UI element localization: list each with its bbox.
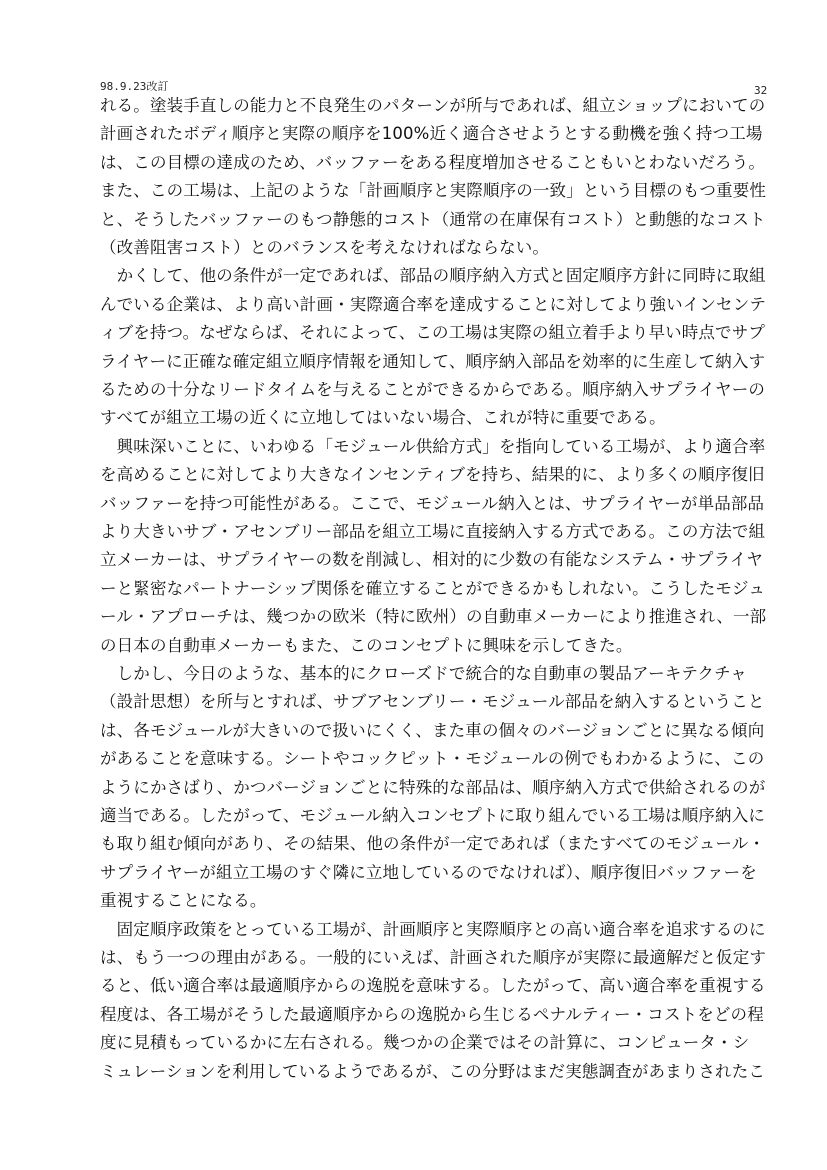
text-line: は、もう一つの理由がある。一般的にいえば、計画された順序が実際に最適解だと仮定す (100, 948, 766, 967)
text-line: かくして、他の条件が一定であれば、部品の順序納入方式と固定順序方針に同時に取組 (100, 266, 766, 286)
text-line: ール・アプローチは、幾つかの欧米（特に欧州）の自動車メーカーにより推進され、一部 (100, 607, 767, 627)
text-line: 重視することになる。 (100, 891, 267, 911)
text-line: また、この工場は、上記のような「計画順序と実際順序の一致」という目標のもつ重要性 (100, 181, 766, 201)
text-line: の日本の自動車メーカーもまた、このコンセプトに興味を示してきた。 (100, 635, 633, 655)
text-line: は、各モジュールが大きいので扱いにくく、また車の個々のバージョンごとに異なる傾向 (100, 720, 765, 740)
text-line: れる。塗装手直しの能力と不良発生のパターンが所与であれば、組立ショップにおいての (100, 96, 766, 115)
text-line: 度に見積もっているかに左右される。幾つかの企業ではその計算に、コンピュータ・シ (100, 1033, 750, 1053)
text-line: サプライヤーが組立工場のすぐ隣に立地しているのでなければ）、順序復旧バッファーを (100, 862, 757, 882)
text-line: 興味深いことに、いわゆる「モジュール供給方式」を指向している工場が、より適合率 (100, 436, 766, 456)
text-line: より大きいサブ・アセンブリー部品を組立工場に直接納入する方式である。この方法で組 (100, 522, 766, 541)
text-line: は、この目標の達成のため、バッファーをある程度増加させることもいとわないだろう。 (100, 152, 766, 172)
text-line: 適当である。したがって、モジュール納入コンセプトに取り組んでいる工場は順序納入に (100, 806, 766, 825)
text-line: すべてが組立工場の近くに立地してはいない場合、これが特に重要である。 (100, 408, 666, 428)
text-line: を高めることに対してより大きなインセンティブを持ち、結果的に、より多くの順序復旧 (100, 465, 765, 485)
text-line: ようにかさばり、かつバージョンごとに特殊的な部品は、順序納入方式で供給されるのが (100, 777, 766, 797)
text-line: も取り組む傾向があり、その結果、他の条件が一定であれば（またすべてのモジュール・ (100, 834, 766, 854)
text-line: ィブを持つ。なぜならば、それによって、この工場は実際の組立着手より早い時点でサプ (100, 323, 766, 343)
text-line: んでいる企業は、より高い計画・実際適合率を達成することに対してより強いインセンテ (100, 294, 766, 314)
text-line: 立メーカーは、サプライヤーの数を削減し、相対的に少数の有能なシステム・サプライヤ (100, 550, 764, 570)
text-line: バッファーを持つ可能性がある。ここで、モジュール納入とは、サプライヤーが単品部品 (100, 493, 765, 513)
text-line: があることを意味する。シートやコックピット・モジュールの例でもわかるように、この (100, 749, 765, 769)
page-number: 32 (754, 84, 768, 97)
text-line: しかし、今日のような、基本的にクローズドで統合的な自動車の製品アーキテクチャ (100, 664, 747, 683)
text-line: と、そうしたバッファーのもつ静態的コスト（通常の在庫保有コスト）と動態的なコスト (100, 209, 766, 229)
text-line: ミュレーションを利用しているようであるが、この分野はまだ実態調査があまりされたこ (100, 1061, 766, 1081)
text-line: （設計思想）を所与とすれば、サブアセンブリー・モジュール部品を納入するということ (100, 692, 765, 712)
text-line: 計画されたボディ順序と実際の順序を100%近く適合させようとする動機を強く持つ工場 (100, 124, 763, 144)
text-line: るための十分なリードタイムを与えることができるからである。順序納入サプライヤーの (100, 380, 766, 399)
text-line: （改善阻害コスト）とのバランスを考えなければならない。 (100, 238, 550, 257)
text-line: ると、低い適合率は最適順序からの逸脱を意味する。したがって、高い適合率を重視する (100, 976, 766, 996)
text-line: 固定順序政策をとっている工場が、計画順序と実際順序との高い適合率を追求するのに (100, 919, 766, 939)
text-line: ーと緊密なパートナーシップ関係を確立することができるかもしれない。こうしたモジュ (100, 578, 766, 598)
revision-date: 98.9.23改訂 (100, 80, 169, 93)
text-line: ライヤーに正確な確定組立順序情報を通知して、順序納入部品を効率的に生産して納入す (100, 351, 766, 371)
text-line: 程度は、各工場がそうした最適順序からの逸脱から生じるペナルティー・コストをどの程 (100, 1004, 764, 1024)
